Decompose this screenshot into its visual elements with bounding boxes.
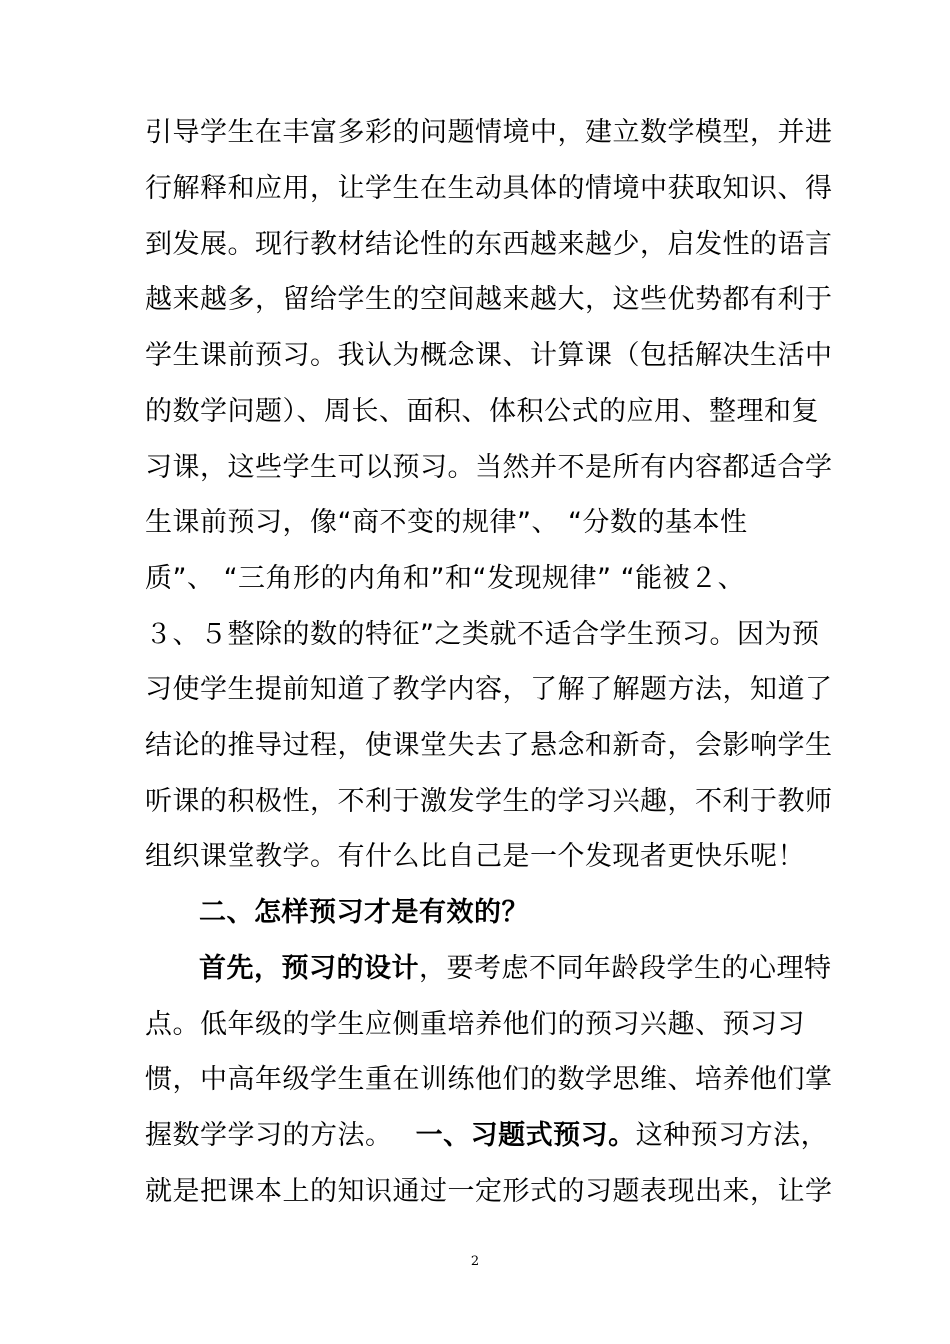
mixed-line-gap [379,1120,416,1151]
body-line: 点。低年级的学生应侧重培养他们的预习兴趣、预习习 [145,1009,805,1040]
page-number: 2 [470,1254,480,1269]
body-line: 就是把课本上的知识通过一定形式的习题表现出来，让学 [145,1176,833,1207]
body-line: 组织课堂教学。有什么比自己是一个发现者更快乐呢！ [145,841,805,872]
body-line: 结论的推导过程，使课堂失去了悬念和新奇，会影响学生 [145,730,833,761]
mixed-line-start: 握数学学习的方法。 [145,1120,379,1151]
body-line: 习课，这些学生可以预习。当然并不是所有内容都适合学 [145,452,833,483]
lead-bold-text: 首先，预习的设计 [199,953,419,984]
body-line: 越来越多，留给学生的空间越来越大，这些优势都有利于 [145,284,833,315]
body-line: 听课的积极性，不利于激发学生的学习兴趣，不利于教师 [145,786,833,817]
paragraph-lead-line [199,952,832,986]
mixed-line [145,1119,828,1153]
subheading-inline: 一、习题式预习。 [415,1120,636,1151]
body-line: 生课前预习，像“商不变的规律”、 “分数的基本性 [145,507,748,538]
body-line: ３、５整除的数的特征”之类就不适合学生预习。因为预 [145,619,820,650]
body-line: 到发展。现行教材结论性的东西越来越少，启发性的语言 [145,229,833,260]
body-line: 的数学问题）、周长、面积、体积公式的应用、整理和复 [145,396,819,427]
body-line: 习使学生提前知道了教学内容，了解了解题方法，知道了 [145,674,833,705]
body-line: 行解释和应用，让学生在生动具体的情境中获取知识、得 [145,173,833,204]
lead-rest-text: ，要考虑不同年龄段学生的心理特 [419,953,832,984]
mixed-line-end: 这种预习方法， [635,1120,829,1151]
section-heading: 二、怎样预习才是有效的？ [199,897,529,928]
body-line: 惯，中高年级学生重在训练他们的数学思维、培养他们掌 [145,1064,833,1095]
body-line: 质”、 “三角形的内角和”和“发现规律” “能被２、 [145,563,746,594]
body-line: 学生课前预习。我认为概念课、计算课（包括解决生活中 [145,340,833,371]
body-line: 引导学生在丰富多彩的问题情境中，建立数学模型，并进 [145,117,833,148]
